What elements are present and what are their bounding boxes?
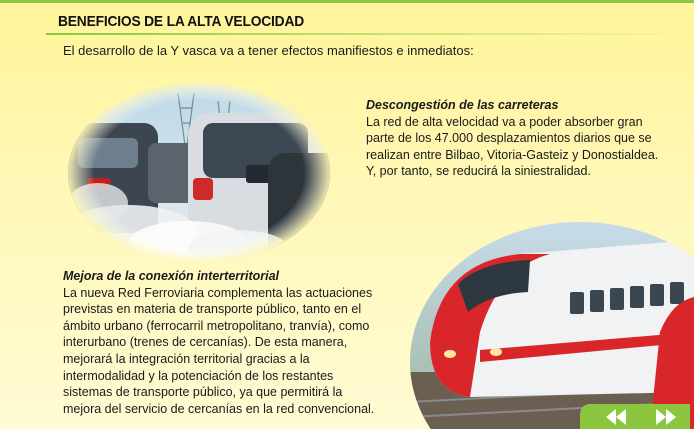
intro-text: El desarrollo de la Y vasca va a tener efectos manifiestos e inmediatos: <box>63 43 474 58</box>
title-underline <box>46 33 694 35</box>
section-text-line: mejorará la integración territorial gracias a la <box>63 351 310 366</box>
traffic-jam-photo <box>68 83 330 263</box>
navigation-bar <box>580 404 690 429</box>
section-text-line: interurbano (trenes de cercanías). De esta manera, <box>63 335 348 350</box>
section-text-line: La nueva Red Ferroviaria complementa las actuaciones <box>63 285 373 300</box>
section-text-line: La red de alta velocidad va a poder absorber gran <box>366 114 643 129</box>
section-territorial-connection <box>63 268 403 417</box>
section-text-line: previstas en materia de transporte público, tanto en el <box>63 302 362 317</box>
section-text-line: mejora del servicio de cercanías en la red convencional. <box>63 401 375 416</box>
top-accent-bar <box>0 0 694 3</box>
fast-forward-icon[interactable] <box>652 407 680 427</box>
section-text-line: intermodalidad y la potenciación de los restantes <box>63 368 334 383</box>
section-text-line: Y, por tanto, se reducirá la siniestralidad. <box>366 164 591 179</box>
section-title: Mejora de la conexión interterritorial <box>63 269 280 283</box>
section-road-decongestion <box>366 97 688 180</box>
section-text-line: realizan entre Bilbao, Vitoria-Gasteiz y Donostialdea. <box>366 147 659 162</box>
rewind-icon[interactable] <box>602 407 630 427</box>
section-text-line: sistemas de transporte público, ya que permitirá la <box>63 385 343 400</box>
high-speed-train-photo <box>410 222 694 429</box>
page-title: BENEFICIOS DE LA ALTA VELOCIDAD <box>58 13 305 30</box>
section-text-line: parte de los 47.000 desplazamientos diarios que se <box>366 131 652 146</box>
section-text-line: ámbito urbano (ferrocarril metropolitano, tranvía), como <box>63 318 370 333</box>
section-title: Descongestión de las carreteras <box>366 98 559 112</box>
